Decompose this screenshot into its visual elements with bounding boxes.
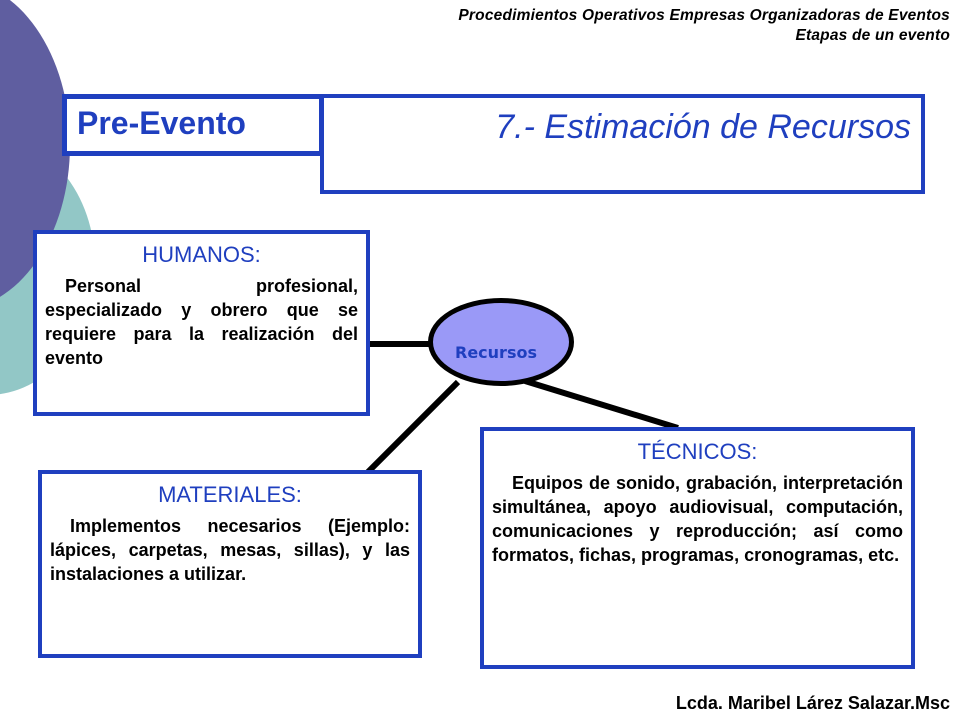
humanos-card — [33, 230, 370, 416]
recursos-label: Recursos — [455, 343, 537, 362]
materiales-title: MATERIALES: — [158, 482, 302, 507]
slide-title: 7.- Estimación de Recursos — [495, 108, 911, 146]
recursos-node — [428, 298, 574, 386]
humanos-body: Personal profesional, especializado y obrero que se requiere para la realización del evento — [45, 276, 358, 368]
humanos-title: HUMANOS: — [142, 242, 261, 267]
tecnicos-body: Equipos de sonido, grabación, interpretación simultánea, apoyo audiovisual, computación, comunicaciones y reproducción; así como formatos, fichas, programas, cronogramas, etc. — [492, 473, 903, 565]
stage-label: Pre-Evento — [77, 105, 246, 141]
materiales-body: Implementos necesarios (Ejemplo: lápices, carpetas, mesas, sillas), y las instalaciones a utilizar. — [50, 516, 410, 584]
connector-tecnicos — [525, 381, 678, 428]
materiales-card — [38, 470, 422, 658]
author-footer: Lcda. Maribel Lárez Salazar.Msc — [675, 693, 950, 713]
header-line-2: Etapas de un evento — [795, 27, 950, 44]
connector-materiales — [368, 382, 458, 472]
tecnicos-card — [480, 427, 915, 669]
header-line-1: Procedimientos Operativos Empresas Organizadoras de Eventos — [458, 7, 950, 24]
tecnicos-title: TÉCNICOS: — [637, 439, 758, 464]
